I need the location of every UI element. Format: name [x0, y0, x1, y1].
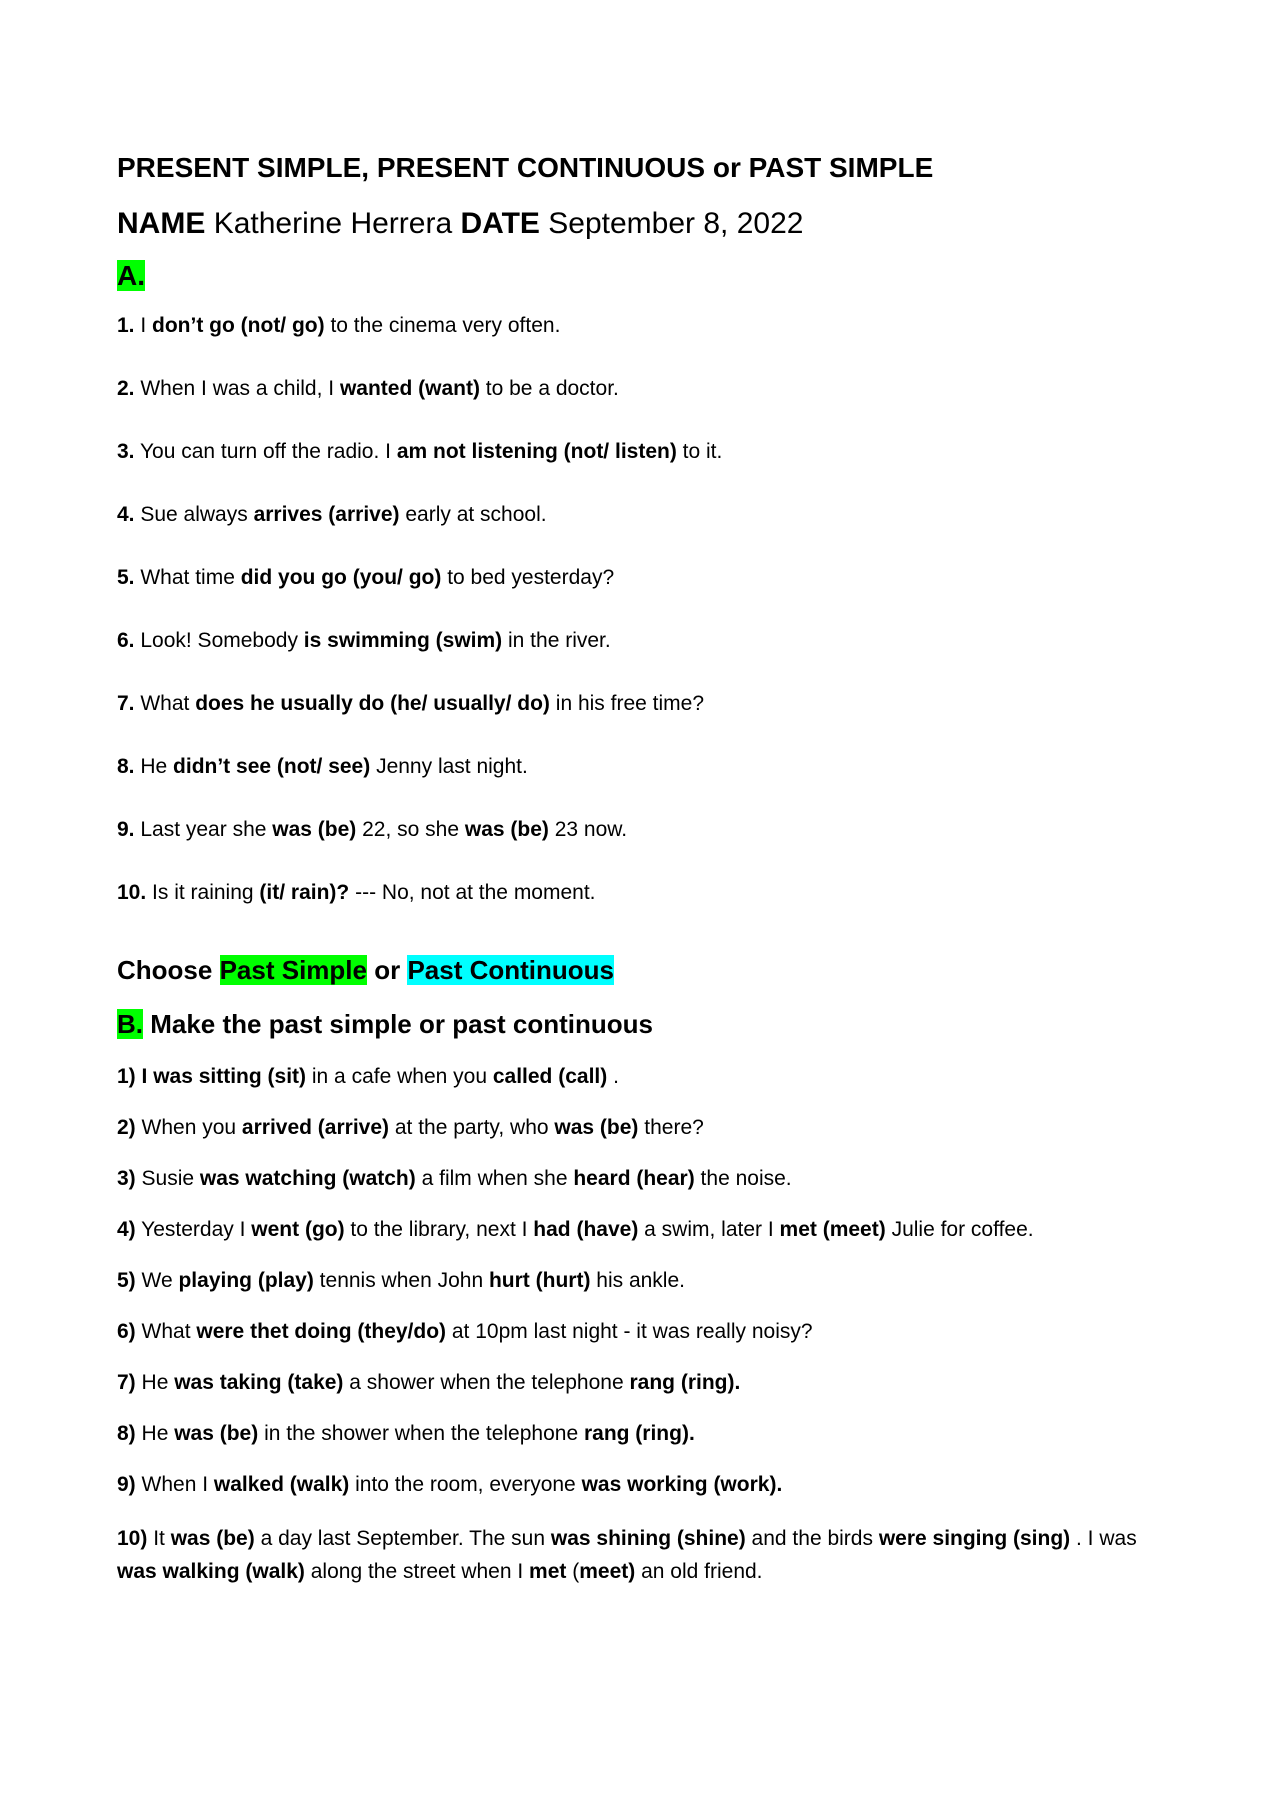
item-text: When I	[135, 1473, 214, 1496]
date-value: September 8, 2022	[548, 207, 804, 240]
item-text: tennis when John	[313, 1269, 489, 1292]
item-text: and the birds	[745, 1527, 879, 1550]
exercise-a-7	[117, 690, 1177, 718]
item-text: 23 now.	[548, 818, 628, 841]
exercise-a-5	[117, 564, 1177, 592]
item-answer: met	[529, 1560, 567, 1583]
item-text: It	[147, 1527, 171, 1550]
exercise-b-10	[117, 1522, 1177, 1588]
item-answer: heard (hear)	[573, 1167, 695, 1190]
item-answer: hurt (hurt)	[488, 1269, 591, 1292]
item-text: Look! Somebody	[134, 629, 304, 652]
choose-or: or	[366, 955, 408, 985]
exercise-b-5	[117, 1267, 1177, 1295]
item-answer: playing (play)	[178, 1269, 314, 1292]
item-text: a shower when the telephone	[343, 1371, 630, 1394]
item-text: Jenny last night.	[370, 755, 528, 778]
item-answer: was working (work).	[581, 1473, 783, 1496]
item-text: Is it raining	[146, 881, 260, 904]
item-number: 1.	[117, 314, 135, 337]
exercise-b-3	[117, 1165, 1177, 1193]
item-answer: rang (ring).	[583, 1422, 695, 1445]
section-a-list	[117, 312, 1177, 907]
item-answer: was (be)	[554, 1116, 639, 1139]
item-text: . I was	[1070, 1527, 1137, 1550]
item-text: --- No, not at the moment.	[349, 881, 596, 904]
choose-heading	[117, 953, 1177, 987]
item-text: in a cafe when you	[306, 1065, 493, 1088]
item-number: 4)	[117, 1218, 136, 1241]
item-answer: went (go)	[251, 1218, 345, 1241]
item-answer: am not listening (not/ listen)	[396, 440, 677, 463]
item-number: 5.	[117, 566, 135, 589]
exercise-b-1	[117, 1063, 1177, 1091]
item-number: 7.	[117, 692, 135, 715]
item-answer: had (have)	[533, 1218, 639, 1241]
item-text: there?	[638, 1116, 704, 1139]
item-text: What	[134, 692, 196, 715]
item-text: We	[135, 1269, 179, 1292]
item-text: a film when she	[415, 1167, 574, 1190]
item-answer: I was sitting (sit)	[141, 1065, 307, 1088]
item-answer: were singing (sing)	[878, 1527, 1071, 1550]
item-answer: was watching (watch)	[199, 1167, 416, 1190]
item-text: to it.	[676, 440, 723, 463]
item-text: to be a doctor.	[479, 377, 619, 400]
item-answer: don’t go (not/ go)	[152, 314, 325, 337]
item-answer: was (be)	[464, 818, 549, 841]
item-answer: wanted (want)	[339, 377, 480, 400]
section-b-label: B.	[117, 1009, 143, 1039]
item-answer: met (meet)	[779, 1218, 886, 1241]
item-answer: (it/ rain)?	[259, 881, 350, 904]
section-a-heading	[117, 258, 1177, 294]
item-text: in his free time?	[549, 692, 705, 715]
exercise-b-7	[117, 1369, 1177, 1397]
section-b-heading	[117, 1007, 1177, 1041]
item-text: his ankle.	[590, 1269, 685, 1292]
exercise-b-9	[117, 1471, 1177, 1499]
item-text: an old friend.	[635, 1560, 763, 1583]
section-a-label: A.	[117, 260, 145, 291]
item-answer: arrived (arrive)	[241, 1116, 390, 1139]
item-number: 3)	[117, 1167, 136, 1190]
item-number: 8)	[117, 1422, 136, 1445]
exercise-b-2	[117, 1114, 1177, 1142]
exercise-a-3	[117, 438, 1177, 466]
exercise-a-1	[117, 312, 1177, 340]
past-simple-highlight: Past Simple	[219, 955, 367, 985]
item-text: Last year she	[134, 818, 273, 841]
item-text: .	[607, 1065, 619, 1088]
item-text: (	[566, 1560, 580, 1583]
item-answer: arrives (arrive)	[253, 503, 400, 526]
item-number: 7)	[117, 1371, 136, 1394]
exercise-a-4	[117, 501, 1177, 529]
item-text: to the cinema very often.	[324, 314, 561, 337]
item-answer: does he usually do (he/ usually/ do)	[195, 692, 550, 715]
item-text: in the shower when the telephone	[258, 1422, 584, 1445]
exercise-a-9	[117, 816, 1177, 844]
name-label: NAME	[117, 207, 206, 240]
item-number: 6)	[117, 1320, 136, 1343]
worksheet-page	[117, 150, 1177, 1611]
item-answer: was (be)	[272, 818, 357, 841]
item-text: You can turn off the radio. I	[134, 440, 397, 463]
item-answer: was walking (walk)	[117, 1560, 305, 1583]
item-text: When I was a child, I	[134, 377, 340, 400]
item-answer: is swimming (swim)	[303, 629, 503, 652]
item-text: to the library, next I	[344, 1218, 534, 1241]
exercise-a-8	[117, 753, 1177, 781]
item-answer: did you go (you/ go)	[240, 566, 442, 589]
item-answer: was (be)	[170, 1527, 255, 1550]
section-b-list	[117, 1063, 1177, 1588]
item-number: 6.	[117, 629, 135, 652]
item-answer: called (call)	[492, 1065, 608, 1088]
item-number: 10)	[117, 1527, 148, 1550]
item-text: in the river.	[502, 629, 611, 652]
date-label: DATE	[460, 207, 540, 240]
choose-word: Choose	[117, 955, 220, 985]
worksheet-title: PRESENT SIMPLE, PRESENT CONTINUOUS or PAST SIMPLE	[117, 152, 934, 183]
item-text: into the room, everyone	[349, 1473, 582, 1496]
item-answer: meet)	[579, 1560, 636, 1583]
item-number: 3.	[117, 440, 135, 463]
item-answer: walked (walk)	[213, 1473, 350, 1496]
item-text: early at school.	[399, 503, 547, 526]
item-number: 8.	[117, 755, 135, 778]
item-number: 9.	[117, 818, 135, 841]
exercise-a-6	[117, 627, 1177, 655]
item-text: What	[135, 1320, 197, 1343]
item-text: to bed yesterday?	[441, 566, 615, 589]
item-text: the noise.	[694, 1167, 792, 1190]
past-continuous-highlight: Past Continuous	[407, 955, 614, 985]
item-text: He	[135, 1422, 175, 1445]
student-name: Katherine Herrera	[213, 207, 453, 240]
item-number: 10.	[117, 881, 147, 904]
item-number: 2.	[117, 377, 135, 400]
item-answer: were thet doing (they/do)	[196, 1320, 447, 1343]
exercise-a-10	[117, 879, 1177, 907]
name-date-line	[117, 204, 1177, 244]
item-text: Julie for coffee.	[885, 1218, 1034, 1241]
item-answer: didn’t see (not/ see)	[173, 755, 371, 778]
item-text: Sue always	[134, 503, 254, 526]
item-text: a swim, later I	[638, 1218, 780, 1241]
item-number: 9)	[117, 1473, 136, 1496]
item-number: 4.	[117, 503, 135, 526]
item-number: 1)	[117, 1065, 136, 1088]
item-text: When you	[135, 1116, 242, 1139]
exercise-b-4	[117, 1216, 1177, 1244]
item-text: 22, so she	[356, 818, 465, 841]
exercise-b-8	[117, 1420, 1177, 1448]
item-number: 5)	[117, 1269, 136, 1292]
section-b-title: Make the past simple or past continuous	[143, 1009, 653, 1039]
item-text: Yesterday I	[135, 1218, 252, 1241]
exercise-b-6	[117, 1318, 1177, 1346]
item-text: Susie	[135, 1167, 200, 1190]
item-text: He	[134, 755, 174, 778]
item-answer: was taking (take)	[174, 1371, 344, 1394]
item-text: at the party, who	[389, 1116, 555, 1139]
item-text: a day last September. The sun	[254, 1527, 551, 1550]
item-text: He	[135, 1371, 175, 1394]
item-text: I	[134, 314, 153, 337]
exercise-a-2	[117, 375, 1177, 403]
item-answer: was (be)	[174, 1422, 259, 1445]
item-number: 2)	[117, 1116, 136, 1139]
item-text: What time	[134, 566, 241, 589]
item-answer: was shining (shine)	[550, 1527, 746, 1550]
item-text: at 10pm last night - it was really noisy?	[446, 1320, 813, 1343]
item-answer: rang (ring).	[629, 1371, 741, 1394]
item-text: along the street when I	[304, 1560, 530, 1583]
